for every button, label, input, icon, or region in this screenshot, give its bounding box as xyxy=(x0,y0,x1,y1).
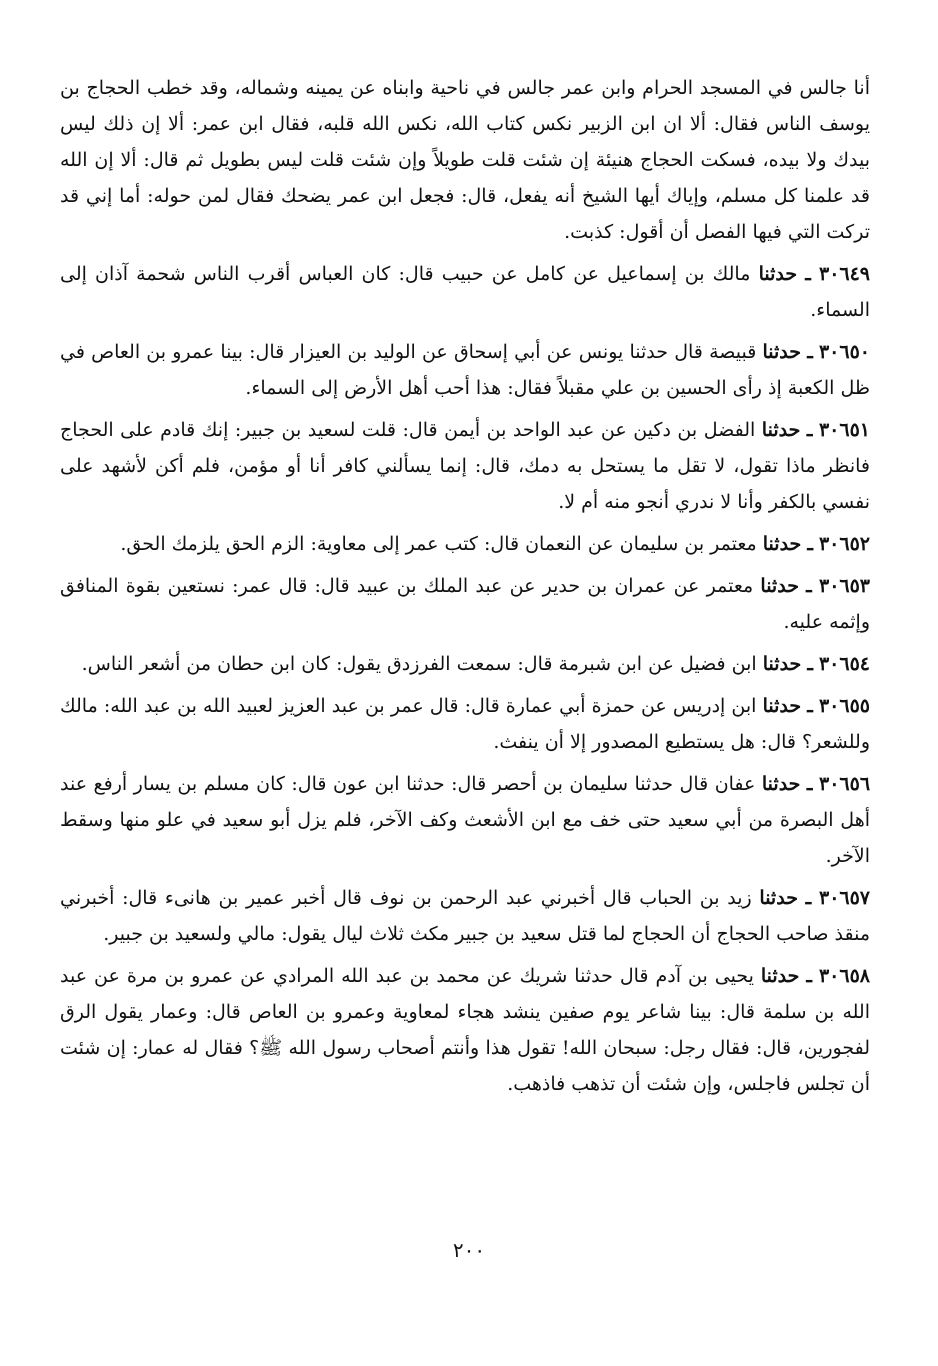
hadith-lead: حدثنا xyxy=(762,533,802,555)
hadith-number: ٣٠٦٥٣ xyxy=(818,575,871,597)
hadith-number: ٣٠٦٥٥ xyxy=(818,695,870,717)
hadith-dash: ـ xyxy=(806,965,812,987)
hadith-text: مالك بن إسماعيل عن كامل عن حبيب قال: كان العباس أقرب الناس شحمة آذان إلى السماء. xyxy=(60,263,870,321)
hadith-number: ٣٠٦٤٩ xyxy=(818,263,871,285)
hadith-30650 xyxy=(60,334,870,406)
hadith-30656 xyxy=(60,766,870,874)
hadith-lead: حدثنا xyxy=(761,419,801,441)
page-body xyxy=(60,70,870,1102)
hadith-text: عفان قال حدثنا سليمان بن أحصر قال: حدثنا ابن عون قال: كان مسلم بن يسار أرفع عند أهل البصرة من أبي سعيد حتى خف مع ابن الأشعث وكف الآخر، فلم يزل أبو سعيد في علو منها وسقط الآخر. xyxy=(60,773,870,867)
hadith-30651 xyxy=(60,412,870,520)
hadith-dash: ـ xyxy=(805,887,812,909)
hadith-number: ٣٠٦٥٢ xyxy=(818,533,870,555)
page-number: ٢٠٠ xyxy=(452,1238,486,1262)
hadith-number: ٣٠٦٥٠ xyxy=(818,341,870,363)
hadith-text: ابن إدريس عن حمزة أبي عمارة قال: قال عمر بن عبد العزيز لعبيد الله بن عبد الله: مالك وللشعر؟ قال: هل يستطيع المصدور إلا أن ينفث. xyxy=(60,695,870,753)
hadith-number: ٣٠٦٥١ xyxy=(818,419,870,441)
hadith-text: معتمر بن سليمان عن النعمان قال: كتب عمر إلى معاوية: الزم الحق يلزمك الحق. xyxy=(120,533,757,555)
hadith-lead: حدثنا xyxy=(759,887,798,909)
hadith-lead: حدثنا xyxy=(761,773,801,795)
hadith-dash: ـ xyxy=(807,341,813,363)
intro-paragraph: أنا جالس في المسجد الحرام وابن عمر جالس في ناحية وابناه عن يمينه وشماله، وقد خطب الحجاج بن يوسف الناس فقال: ألا ان ابن الزبير نكس كتاب الله، نكس الله قلبه، فقال ابن عمر: ألا إن ذلك ليس بيدك ولا بيده، فسكت الحجاج هنيئة إن شئت قلت طويلاً وإن شئت قلت ليس بطويل ثم قال: ألا إن الله قد علمنا كل مسلم، وإياك أيها الشيخ أنه يفعل، قال: فجعل ابن عمر يضحك فقال لمن حوله: أما إني قد تركت التي فيها الفصل أن أقول: كذبت. xyxy=(60,77,870,243)
hadith-30655 xyxy=(60,688,870,760)
hadith-30652 xyxy=(60,526,870,562)
hadith-dash: ـ xyxy=(807,695,813,717)
hadith-30653 xyxy=(60,568,870,640)
hadith-30657 xyxy=(60,880,870,952)
hadith-number: ٣٠٦٥٨ xyxy=(818,965,870,987)
hadith-dash: ـ xyxy=(807,653,813,675)
hadith-number: ٣٠٦٥٤ xyxy=(818,653,870,675)
hadith-lead: حدثنا xyxy=(758,263,798,285)
hadith-text: قبيصة قال حدثنا يونس عن أبي إسحاق عن الوليد بن العيزار قال: بينا عمرو بن العاص في ظل الكعبة إذ رأى الحسين بن علي مقبلاً فقال: هذا أحب أهل الأرض إلى السماء. xyxy=(60,341,870,399)
hadith-text: ابن فضيل عن ابن شبرمة قال: سمعت الفرزدق يقول: كان ابن حطان من أشعر الناس. xyxy=(81,653,757,675)
hadith-dash: ـ xyxy=(807,533,813,555)
hadith-dash: ـ xyxy=(806,419,813,441)
hadith-number: ٣٠٦٥٧ xyxy=(818,887,871,909)
hadith-text: يحيى بن آدم قال حدثنا شريك عن محمد بن عبد الله المرادي عن عمرو بن مرة عن عبد الله بن سلمة قال: بينا شاعر يوم صفين ينشد هجاء لمعاوية وعمرو بن العاص قال: وعمار يقول الرق لفجورين، قال: فقال رجل: سبحان الله! تقول هذا وأنتم أصحاب رسول الله ﷺ؟ فقال له عمار: إن شئت أن تجلس فاجلس، وإن شئت أن تذهب فاذهب. xyxy=(60,965,870,1095)
hadith-lead: حدثنا xyxy=(762,341,801,363)
hadith-number: ٣٠٦٥٦ xyxy=(819,773,871,795)
hadith-text: الفضل بن دكين عن عبد الواحد بن أيمن قال: قلت لسعيد بن جبير: إنك قادم على الحجاج فانظر ماذا تقول، لا تقل ما يستحل به دمك، قال: إنما يسألني كافر أنا أو مؤمن، فلم أكن لأشهد على نفسي بالكفر وأنا لا ندري أنجو منه أم لا. xyxy=(60,419,870,513)
hadith-30658 xyxy=(60,958,870,1102)
hadith-lead: حدثنا xyxy=(762,653,802,675)
hadith-lead: حدثنا xyxy=(762,695,802,717)
hadith-text: معتمر عن عمران بن حدير عن عبد الملك بن عبيد قال: قال عمر: نستعين بقوة المنافق وإثمه عليه. xyxy=(60,575,870,633)
hadith-lead: حدثنا xyxy=(760,575,799,597)
hadith-dash: ـ xyxy=(806,575,812,597)
hadith-lead: حدثنا xyxy=(760,965,800,987)
hadith-30654 xyxy=(60,646,870,682)
hadith-text: زيد بن الحباب قال أخبرني عبد الرحمن بن نوف قال أخبر عمير بن هانىء قال: أخبرني منقذ صاحب الحجاج أن الحجاج لما قتل سعيد بن جبير مكث ثلاث ليال يقول: مالي ولسعيد بن جبير. xyxy=(60,887,870,945)
hadith-dash: ـ xyxy=(805,263,811,285)
hadith-30649 xyxy=(60,256,870,328)
hadith-dash: ـ xyxy=(806,773,813,795)
